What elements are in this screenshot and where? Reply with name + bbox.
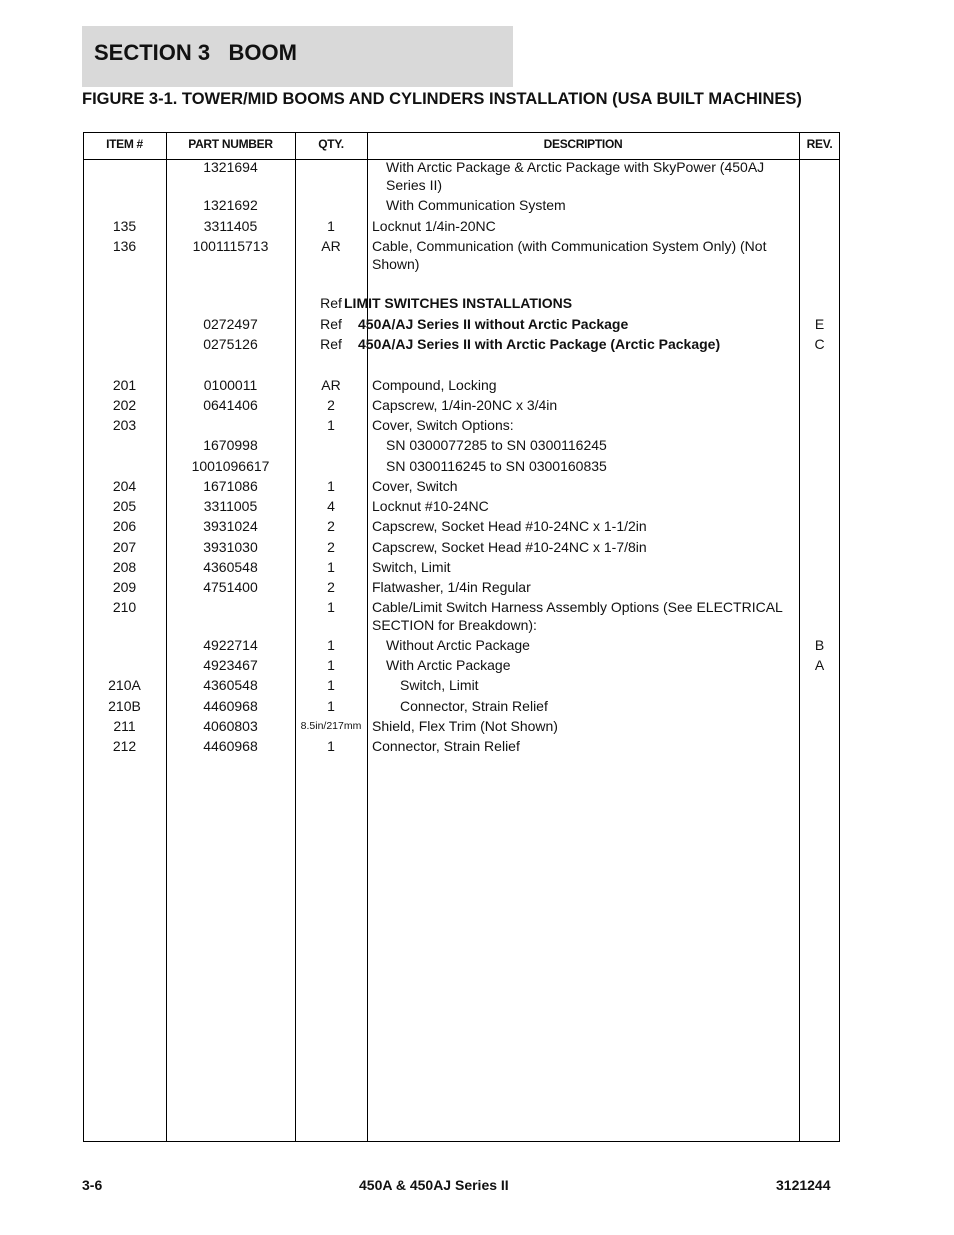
item-number: 209 xyxy=(112,579,137,595)
quantity: 2 xyxy=(327,539,335,555)
revision: C xyxy=(814,336,825,352)
part-number: 3311005 xyxy=(203,498,258,514)
quantity: 1 xyxy=(327,559,335,575)
part-number: 0275126 xyxy=(203,336,258,352)
quantity: 2 xyxy=(327,579,335,595)
revision: B xyxy=(814,637,825,653)
item-number: 203 xyxy=(112,417,137,433)
part-number: 3931024 xyxy=(203,518,258,534)
description: Capscrew, Socket Head #10-24NC x 1-1/2in xyxy=(372,518,647,534)
quantity: Ref xyxy=(320,295,342,311)
item-number: 136 xyxy=(112,238,137,254)
footer-page-number: 3-6 xyxy=(82,1177,103,1193)
table-row xyxy=(83,559,840,577)
item-number: 205 xyxy=(112,498,137,514)
description: Without Arctic Package xyxy=(386,637,530,653)
part-number: 0272497 xyxy=(203,316,258,332)
table-row xyxy=(83,478,840,496)
description: 450A/AJ Series II without Arctic Package xyxy=(358,316,629,332)
table-row xyxy=(83,718,840,736)
table-row xyxy=(83,377,840,395)
revision: A xyxy=(814,657,825,673)
description: Cover, Switch xyxy=(372,478,458,494)
table-row xyxy=(83,316,840,334)
item-number: 208 xyxy=(112,559,137,575)
quantity: 1 xyxy=(327,417,335,433)
description: Locknut 1/4in-20NC xyxy=(372,218,496,234)
item-number: 210 xyxy=(112,599,137,615)
quantity: 2 xyxy=(327,397,335,413)
table-row xyxy=(83,738,840,756)
description: Flatwasher, 1/4in Regular xyxy=(372,579,531,595)
header-item: ITEM # xyxy=(106,137,143,151)
quantity: 1 xyxy=(327,738,335,754)
part-number: 4751400 xyxy=(203,579,258,595)
quantity: 1 xyxy=(327,677,335,693)
description: SN 0300116245 to SN 0300160835 xyxy=(386,458,607,474)
part-number: 4360548 xyxy=(203,559,258,575)
quantity: 1 xyxy=(327,478,335,494)
description: With Communication System xyxy=(386,197,566,213)
part-number: 3311405 xyxy=(203,218,258,234)
item-number: 204 xyxy=(112,478,137,494)
header-part-number: PART NUMBER xyxy=(188,137,273,151)
part-number: 0100011 xyxy=(203,377,258,393)
part-number: 3931030 xyxy=(203,539,258,555)
table-row xyxy=(83,437,840,455)
description: Shield, Flex Trim (Not Shown) xyxy=(372,718,558,734)
item-number: 212 xyxy=(112,738,137,754)
header-description: DESCRIPTION xyxy=(543,137,623,151)
footer-model: 450A & 450AJ Series II xyxy=(359,1177,509,1193)
description: SN 0300077285 to SN 0300116245 xyxy=(386,437,607,453)
quantity: AR xyxy=(321,238,341,254)
description: Locknut #10-24NC xyxy=(372,498,489,514)
quantity: 1 xyxy=(327,657,335,673)
item-number: 201 xyxy=(112,377,137,393)
part-number: 4923467 xyxy=(203,657,258,673)
description: Switch, Limit xyxy=(372,559,451,575)
item-number: 210A xyxy=(108,677,141,693)
part-number: 4922714 xyxy=(203,637,258,653)
table-row xyxy=(83,397,840,415)
part-number: 4460968 xyxy=(203,738,258,754)
description: Compound, Locking xyxy=(372,377,497,393)
table-row xyxy=(83,159,840,193)
table-row xyxy=(83,579,840,597)
description: Cover, Switch Options: xyxy=(372,417,514,433)
item-number: 202 xyxy=(112,397,137,413)
item-number: 206 xyxy=(112,518,137,534)
item-number: 211 xyxy=(113,718,136,734)
part-number: 1670998 xyxy=(203,437,258,453)
table-row xyxy=(83,197,840,215)
table-row xyxy=(83,458,840,476)
table-row xyxy=(83,599,840,633)
quantity: 1 xyxy=(327,218,335,234)
item-number: 207 xyxy=(112,539,137,555)
table-row xyxy=(83,677,840,695)
quantity: 4 xyxy=(327,498,335,514)
figure-title: FIGURE 3-1. TOWER/MID BOOMS AND CYLINDERS INSTALLATION (USA BUILT MACHINES) xyxy=(82,90,802,108)
header-rev: REV. xyxy=(806,137,833,151)
quantity: 2 xyxy=(327,518,335,534)
table-row xyxy=(83,417,840,435)
table-row xyxy=(83,698,840,716)
part-number: 1321692 xyxy=(203,197,258,213)
quantity: AR xyxy=(321,377,341,393)
table-row xyxy=(83,295,840,313)
table-row xyxy=(83,539,840,557)
quantity: 1 xyxy=(327,698,335,714)
quantity: 1 xyxy=(327,599,335,615)
header-qty: QTY. xyxy=(318,137,344,151)
table-row xyxy=(83,336,840,354)
quantity: Ref xyxy=(320,336,342,352)
description: Capscrew, Socket Head #10-24NC x 1-7/8in xyxy=(372,539,647,555)
part-number: 4060803 xyxy=(203,718,258,734)
part-number: 1001096617 xyxy=(191,458,270,474)
table-row xyxy=(83,238,840,272)
part-number: 1001115713 xyxy=(192,238,269,254)
description: Connector, Strain Relief xyxy=(400,698,548,714)
table-row xyxy=(83,518,840,536)
part-number: 1671086 xyxy=(203,478,258,494)
quantity: 1 xyxy=(327,637,335,653)
description: Cable, Communication (with Communication System Only) (Not Shown) xyxy=(372,238,767,272)
description: LIMIT SWITCHES INSTALLATIONS xyxy=(344,295,573,311)
item-number: 210B xyxy=(108,698,141,714)
description: Switch, Limit xyxy=(400,677,479,693)
description: 450A/AJ Series II with Arctic Package (Arctic Package) xyxy=(358,336,721,352)
part-number: 4460968 xyxy=(203,698,258,714)
table-row xyxy=(83,218,840,236)
quantity: 8.5in/217mm xyxy=(300,720,362,732)
footer-doc-number: 3121244 xyxy=(776,1177,831,1193)
item-number: 135 xyxy=(112,218,137,234)
quantity: Ref xyxy=(320,316,342,332)
description: Cable/Limit Switch Harness Assembly Options (See ELECTRICAL SECTION for Breakdown): xyxy=(372,599,783,633)
description: Capscrew, 1/4in-20NC x 3/4in xyxy=(372,397,558,413)
table-row xyxy=(83,657,840,675)
table-row xyxy=(83,637,840,655)
revision: E xyxy=(814,316,825,332)
description: With Arctic Package & Arctic Package with SkyPower (450AJ Series II) xyxy=(386,159,765,193)
section-title: SECTION 3 BOOM xyxy=(94,40,297,65)
part-number: 0641406 xyxy=(203,397,258,413)
description: Connector, Strain Relief xyxy=(372,738,520,754)
part-number: 4360548 xyxy=(203,677,258,693)
table-row xyxy=(83,498,840,516)
description: With Arctic Package xyxy=(386,657,511,673)
part-number: 1321694 xyxy=(203,159,258,175)
